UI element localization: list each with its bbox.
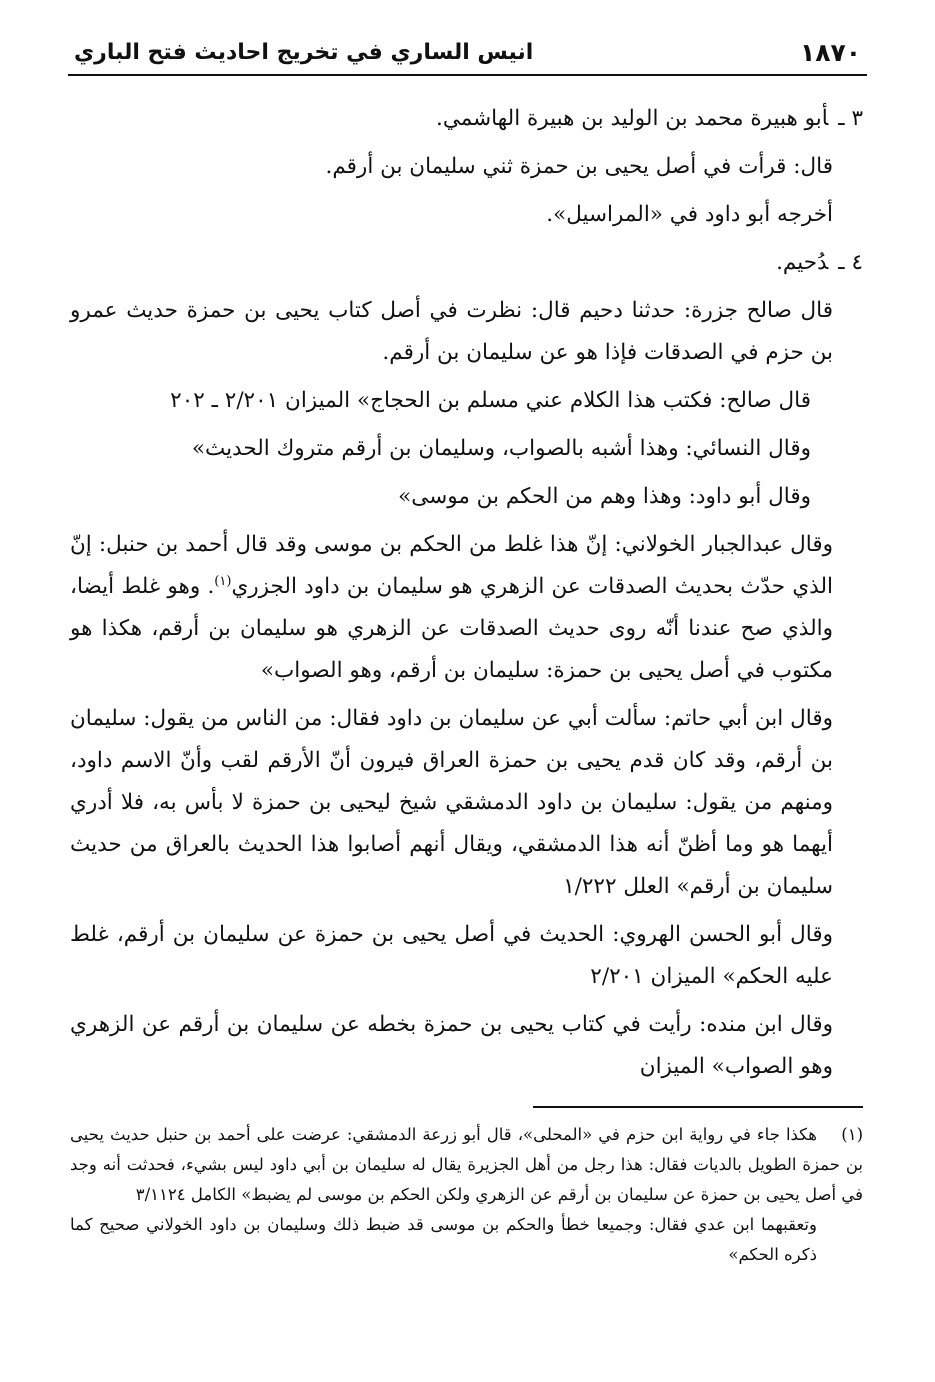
paragraph: وقال ابن منده: رأيت في كتاب يحيى بن حمزة بخطه عن سليمان بن أرقم عن الزهري وهو الصواب» الميزان [70, 1012, 833, 1079]
paragraph: قال صالح: فكتب هذا الكلام عني مسلم بن الحجاج» الميزان ٢/٢٠١ ـ ٢٠٢ [170, 388, 811, 413]
paragraph: قال: قرأت في أصل يحيى بن حمزة ثني سليمان بن أرقم. [325, 154, 833, 179]
footnote-divider [533, 1106, 863, 1108]
paragraph: وقال النسائي: وهذا أشبه بالصواب، وسليمان بن أرقم متروك الحديث» [191, 436, 811, 461]
entry-number: ٣ ـ [838, 106, 863, 131]
entry-4-heading [70, 242, 863, 284]
paragraph: وقال أبو الحسن الهروي: الحديث في أصل يحيى بن حمزة عن سليمان بن أرقم، غلط عليه الحكم» الميزان ٢/٢٠١ [70, 922, 833, 989]
entry-text: دُحيم. [776, 250, 829, 275]
page-number: ١٨٧٠ [799, 38, 861, 67]
paragraph [70, 524, 863, 692]
entry-text: أبو هبيرة محمد بن الوليد بن هبيرة الهاشمي. [435, 106, 829, 131]
paragraph: وقال أبو داود: وهذا وهم من الحكم بن موسى» [398, 484, 811, 509]
footnote-ref[interactable]: (١) [214, 573, 232, 589]
paragraph-text: وقال عبدالجبار الخولاني: إنّ هذا غلط من الحكم بن موسى وقد قال أحمد بن حنبل: إنّ الذي حدّث بحديث الصدقات عن الزهري هو سليمان بن داود الجزري [70, 532, 833, 599]
footnote-continuation: وتعقبهما ابن عدي فقال: وجميعا خطأ والحكم بن موسى قد ضبط ذلك وسليمان بن داود الخولاني صحيح كما ذكره الحكم» [70, 1215, 817, 1264]
footnote-text: هكذا جاء في رواية ابن حزم في «المحلى»، قال أبو زرعة الدمشقي: عرضت على أحمد بن حنبل حديث يحيى بن حمزة الطويل بالديات فقال: هذا رجل من أهل الجزيرة يقال له سليمان بن أبي داود ليس بشيء، فحدثت أنه وجد في أصل يحيى بن حمزة عن سليمان بن أرقم عن الزهري ولكن الحكم بن موسى لم يضبط» الكامل ٣/١١٢٤ [70, 1125, 863, 1204]
page-header [68, 34, 867, 76]
entry-number: ٤ ـ [838, 250, 863, 275]
entry-3-heading [70, 98, 863, 140]
running-title: انيس الساري في تخريج احاديث فتح الباري [74, 40, 534, 65]
main-text [70, 98, 863, 1094]
paragraph: قال صالح جزرة: حدثنا دحيم قال: نظرت في أصل كتاب يحيى بن حمزة حديث عمرو بن حزم في الصدقات فإذا هو عن سليمان بن أرقم. [70, 298, 833, 365]
paragraph-text: . وهو غلط أيضا، والذي صح عندنا أنّه روى حديث الصدقات عن الزهري هو سليمان بن أرقم، هكذا هو مكتوب في أصل يحيى بن حمزة: سليمان بن أرقم، وهو الصواب» [70, 574, 833, 683]
footnotes [70, 1120, 863, 1270]
paragraph: أخرجه أبو داود في «المراسيل». [546, 202, 833, 227]
footnote [70, 1120, 863, 1210]
paragraph: وقال ابن أبي حاتم: سألت أبي عن سليمان بن داود فقال: من الناس من يقول: سليمان بن أرقم، وقد كان قدم يحيى بن حمزة العراق فيرون أنّ الأرقم لقب وأنّ الاسم داود، ومنهم من يقول: سليمان بن داود الدمشقي شيخ ليحيى بن حمزة لا بأس به، فلا أدري أيهما هو وما أظنّ أنه هذا الدمشقي، ويقال أنهم أصابوا هذا الحديث بالعراق من حديث سليمان بن أرقم» العلل ١/٢٢٢ [70, 706, 833, 899]
footnote-number: (١) [841, 1125, 863, 1144]
